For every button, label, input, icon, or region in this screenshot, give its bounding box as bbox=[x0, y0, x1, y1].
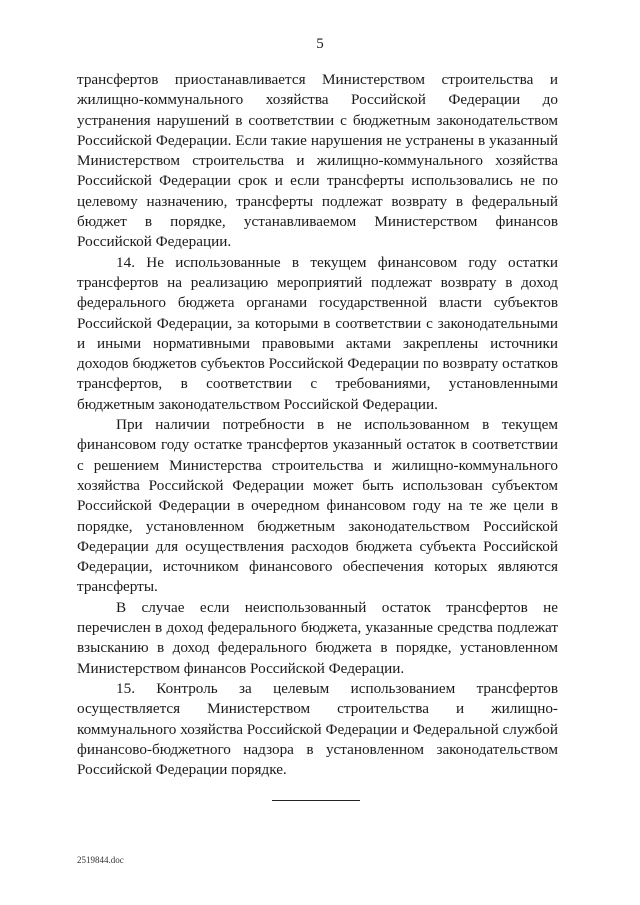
paragraph-remaining-balance: При наличии потребности в не использованном в текущем финансовом году остатке трансфертов указанный остаток в соответствии с решением Министерства строительства и жилищно-коммунального хозяйства Российской Федерации может быть использован субъектом Российской Федерации в очередном финансовом году на те же цели в порядке, установленном бюджетным законодательством Российской Федерации для осуществления расходов бюджета субъекта Российской Федерации, источником финансового обеспечения которых являются трансферты. bbox=[77, 416, 558, 596]
paragraph-clause-14: 14. Не использованные в текущем финансовом году остатки трансфертов на реализацию мероприятий подлежат возврату в доход федерального бюджета органами государственной власти субъектов Российской Федерации, за которыми в соответствии с законодательными и иными нормативными правовыми актами закреплены источники доходов бюджетов субъектов Российской Федерации по возврату остатков трансфертов, в соответствии с требованиями, установленными бюджетным законодательством Российской Федерации. bbox=[77, 253, 558, 413]
paragraph-recovery: В случае если неиспользованный остаток трансфертов не перечислен в доход федерального бюджета, указанные средства подлежат взысканию в доход федерального бюджета в порядке, установленном Министерством финансов Российской Федерации. bbox=[77, 598, 558, 677]
footer-file-name: 2519844.doc bbox=[77, 855, 124, 865]
document-body bbox=[77, 70, 558, 780]
footer-divider bbox=[272, 800, 360, 801]
paragraph-continuation: трансфертов приостанавливается Министерством строительства и жилищно-коммунального хозяйства Российской Федерации до устранения нарушений в соответствии с бюджетным законодательством Российской Федерации. Если такие нарушения не устранены в указанный Министерством строительства и жилищно-коммунального хозяйства Российской Федерации срок и если трансферты использовались не по целевому назначению, трансферты подлежат возврату в федеральный бюджет в порядке, устанавливаемом Министерством финансов Российской Федерации. bbox=[77, 71, 558, 251]
page-number: 5 bbox=[316, 36, 324, 52]
paragraph-clause-15: 15. Контроль за целевым использованием трансфертов осуществляется Министерством строительства и жилищно-коммунального хозяйства Российской Федерации и Федеральной службой финансово-бюджетного надзора в установленном законодательством Российской Федерации порядке. bbox=[77, 679, 558, 779]
